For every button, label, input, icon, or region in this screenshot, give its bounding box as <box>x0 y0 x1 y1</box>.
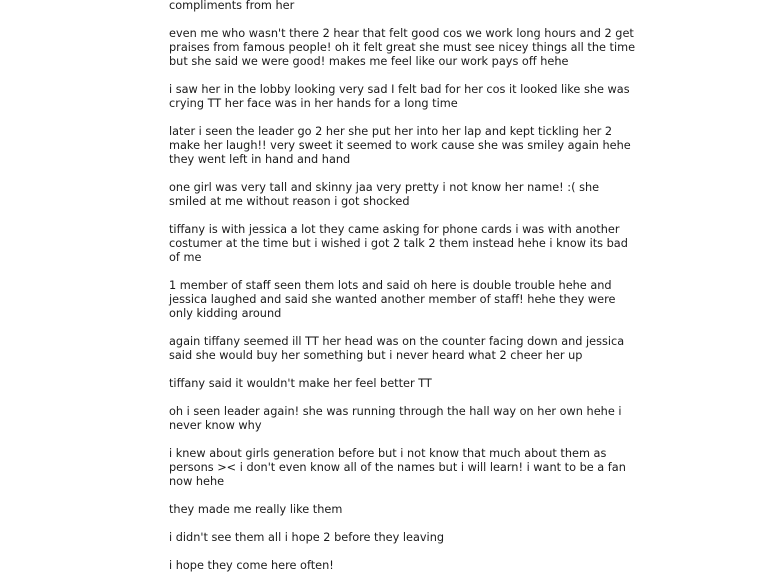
paragraph-like-them: they made me really like them <box>169 503 343 516</box>
paragraph-leader-tickling: later i seen the leader go 2 her she put her into her lap and kept tickling her 2 make her laugh!! very sweet it seemed to work cause she was smiley again hehe they went left in hand and hand <box>169 125 631 166</box>
paragraph-phone-cards: tiffany is with jessica a lot they came asking for phone cards i was with another costumer at the time but i wished i got 2 talk 2 them instead hehe i know its bad of me <box>169 223 628 264</box>
post-body <box>169 0 639 587</box>
paragraph-feel-better: tiffany said it wouldn't make her feel better TT <box>169 377 432 390</box>
paragraph-come-often: i hope they come here often! <box>169 559 334 572</box>
paragraph-double-trouble: 1 member of staff seen them lots and said oh here is double trouble hehe and jessica laughed and said she wanted another member of staff! hehe they were only kidding around <box>169 279 616 320</box>
paragraph-hope-see-all: i didn't see them all i hope 2 before they leaving <box>169 531 445 544</box>
paragraph-tiffany-ill: again tiffany seemed ill TT her head was on the counter facing down and jessica said she would buy her something but i never heard what 2 cheer her up <box>169 335 625 362</box>
paragraph-tall-girl: one girl was very tall and skinny jaa very pretty i not know her name! :( she smiled at me without reason i got shocked <box>169 181 600 208</box>
paragraph-hallway: oh i seen leader again! she was running through the hall way on her own hehe i never know why <box>169 405 622 432</box>
paragraph-compliments: compliments from her <box>169 0 295 12</box>
paragraph-lobby: i saw her in the lobby looking very sad I felt bad for her cos it looked like she was crying TT her face was in her hands for a long time <box>169 83 630 110</box>
paragraph-girls-generation: i knew about girls generation before but i not know that much about them as persons >< i don't even know all of the names but i will learn! i want to be a fan now hehe <box>169 447 626 488</box>
paragraph-praises: even me who wasn't there 2 hear that felt good cos we work long hours and 2 get praises from famous people! oh it felt great she must see nicey things all the time but she said we were good! makes me feel like our work pays off hehe <box>169 27 636 68</box>
